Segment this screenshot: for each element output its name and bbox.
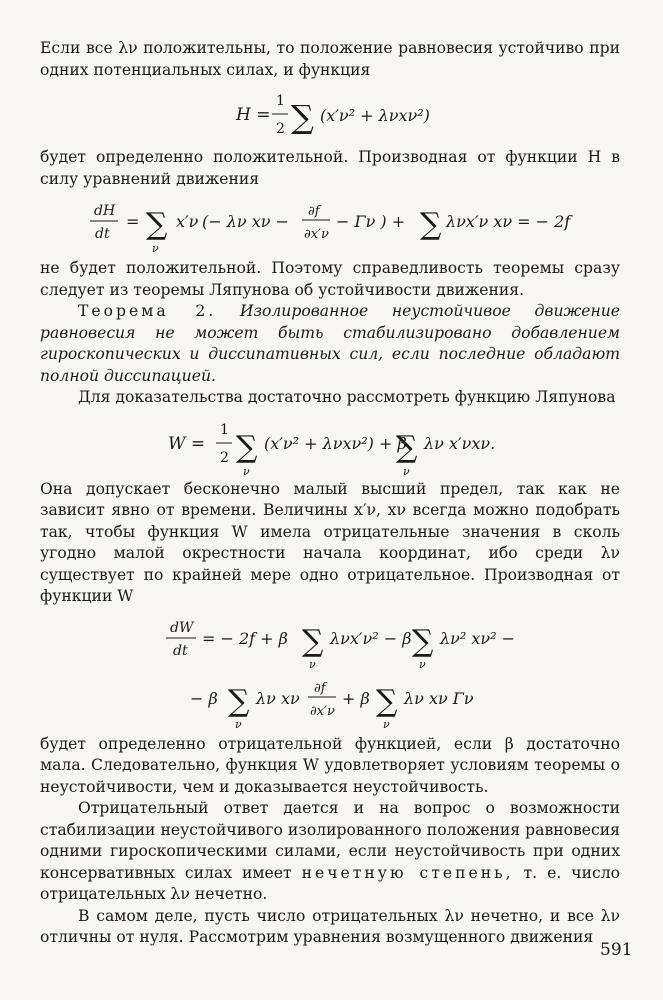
eq2-t4: λνx′ν xν = − 2f [446, 212, 571, 231]
eq2-pden: ∂x′ν [304, 227, 329, 242]
paragraph-4: Для доказательства достаточно рассмотреть функцию Ляпунова [78, 388, 616, 406]
paragraph-2: будет определенно положительной. Производная от функции H в силу уравнений движения [40, 148, 620, 188]
paragraph-7 [40, 798, 620, 906]
page-number: 591 [600, 940, 633, 960]
eq2-t1: x′ν [176, 212, 199, 231]
eq3-sigma2: ∑ [396, 429, 418, 465]
eq5-sigma2: ∑ [376, 683, 398, 719]
eq1-frac-den: 2 [276, 121, 285, 137]
eq2-pnum: ∂f [308, 204, 320, 219]
eq1-frac-num: 1 [276, 93, 285, 109]
eq4-t2: λνx′ν² − β [330, 628, 412, 648]
theorem-text: Изолированное неустойчивое движение равновесия не может быть стабилизировано добавлением гироскопических и диссипативных сил, если последние обладают полной диссипацией. [40, 302, 620, 385]
eq4-lhs-den: dt [173, 642, 188, 659]
equation-W [40, 409, 620, 479]
eq5-pnum: ∂f [314, 680, 326, 696]
eq3-sub1: ν [243, 464, 250, 478]
eq2-sigma1: ∑ [146, 207, 168, 242]
eq1-lhs: H = [236, 105, 271, 125]
eq4-sub2: ν [419, 657, 426, 671]
eq5-sub2: ν [383, 717, 390, 731]
paragraph-8: В самом деле, пусть число отрицательных λν нечетно, и все λν отличны от нуля. Рассмотрим уравнения возмущенного движения [40, 906, 620, 946]
eq4-t3: λν² xν² − [440, 628, 516, 648]
eq2-sub1: ν [152, 242, 159, 255]
eq4-lhs-num: dW [170, 619, 194, 636]
equation-dW [40, 608, 620, 670]
eq5-sub1: ν [235, 717, 242, 731]
theorem-2 [40, 301, 620, 387]
equation-dW-cont [40, 670, 620, 734]
eq5-t2: λν xν [256, 688, 300, 708]
eq3-lhs: W = [168, 433, 206, 454]
eq1-body: (x′ν² + λνxν²) [320, 106, 430, 125]
paragraph-6: будет определенно отрицательной функцией, если β достаточно мала. Следовательно, функция W удовлетворяет условиям теоремы о неустойчивости, чем и доказывается неустойчивость. [40, 734, 620, 796]
equation-dH [40, 190, 620, 258]
eq2-t2: (− λν xν − [202, 212, 289, 231]
eq3-sigma1: ∑ [236, 429, 258, 465]
page-content [40, 38, 620, 949]
eq5-pden: ∂x′ν [310, 703, 335, 719]
eq5-t3: + β [342, 688, 370, 708]
eq4-sub1: ν [309, 657, 316, 671]
eq3-t2: λν x′νxν. [424, 433, 496, 453]
eq5-sigma1: ∑ [228, 683, 250, 719]
p7-part-a: Отрицательный ответ дается и на вопрос о возможности стабилизации неустойчивого изолированного положения равновесия одними гироскопическими силами, если неустойчивость при одних консервативных силах имеет [40, 799, 620, 882]
eq3-frac-den: 2 [220, 449, 229, 466]
eq3-sub2: ν [403, 464, 410, 478]
eq2-t3: − Γν ) + [336, 212, 406, 231]
eq2-eq: = [126, 212, 140, 231]
p7-part-c: т. е. число отрицательных λν нечетно. [40, 863, 620, 903]
eq2-sigma2: ∑ [420, 207, 442, 242]
theorem-label: Теорема 2. [78, 302, 217, 320]
eq2-lhs-num: dH [94, 203, 116, 219]
eq4-sigma1: ∑ [302, 623, 324, 659]
eq5-t4: λν xν Γν [404, 688, 474, 708]
paragraph-1: Если все λν положительны, то положение равновесия устойчиво при одних потенциальных силах, и функция [40, 39, 620, 79]
paragraph-5: Она допускает бесконечно малый высший предел, так как не зависит явно от времени. Величины x′ν, xν всегда можно подобрать так, чтобы функция W имела отрицательные значения в сколь угодно малой окрестности начала координат, ибо среди λν существует по крайней мере одно отрицательное. Производная от функции W [40, 479, 620, 605]
eq1-sigma: ∑ [291, 98, 314, 136]
eq3-frac-num: 1 [220, 421, 229, 438]
eq5-t1: − β [190, 688, 218, 708]
eq2-lhs-den: dt [95, 226, 110, 242]
paragraph-3: не будет положительной. Поэтому справедливость теоремы сразу следует из теоремы Ляпунова об устойчивости движения. [40, 259, 620, 299]
p7-spaced: нечетную степень, [301, 863, 514, 882]
equation-H [40, 81, 620, 147]
eq4-t1: = − 2f + β [202, 628, 288, 648]
eq3-t1: (x′ν² + λνxν²) + β [264, 433, 407, 453]
eq4-sigma2: ∑ [412, 623, 434, 659]
